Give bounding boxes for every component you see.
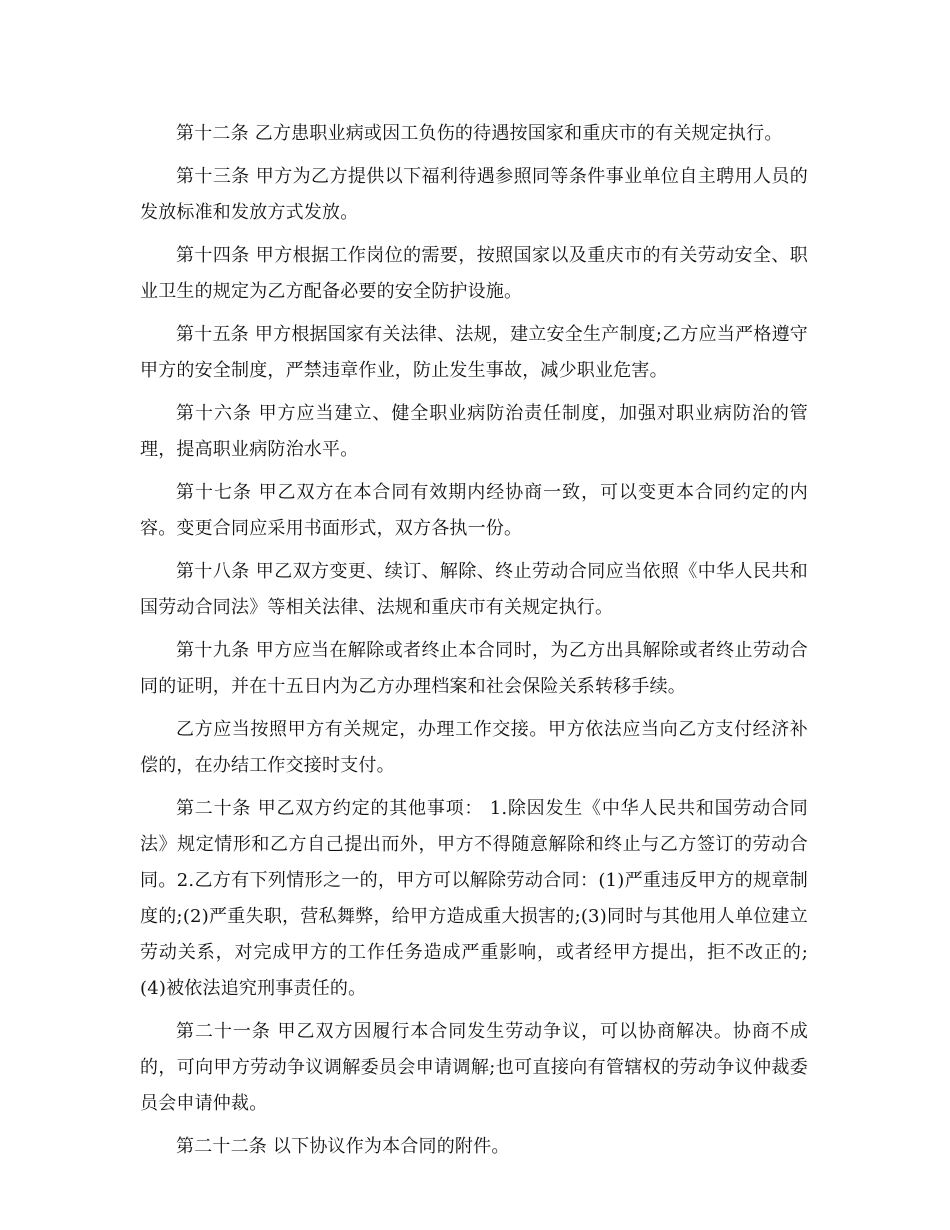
- article-20-paragraph: 第二十条 甲乙双方约定的其他事项： 1.除因发生《中华人民共和国劳动合同法》规定情形和乙方自己提出而外，甲方不得随意解除和终止与乙方签订的劳动合同。2.乙方有下列情形之一的，甲方可以解除劳动合同：(1)严重违反甲方的规章制度的;(2)严重失职，营私舞弊，给甲方造成重大损害的;(3)同时与其他用人单位建立劳动关系，对完成甲方的工作任务造成严重影响，或者经甲方提出，拒不改正的;(4)被依法追究刑事责任的。: [140, 798, 808, 999]
- article-21-paragraph: 第二十一条 甲乙双方因履行本合同发生劳动争议，可以协商解决。协商不成的，可向甲方劳动争议调解委员会申请调解;也可直接向有管辖权的劳动争议仲裁委员会申请仲裁。: [140, 1021, 808, 1114]
- article-13-paragraph: 第十三条 甲方为乙方提供以下福利待遇参照同等条件事业单位自主聘用人员的发放标准和发放方式发放。: [140, 166, 808, 223]
- article-15-paragraph: 第十五条 甲方根据国家有关法律、法规，建立安全生产制度;乙方应当严格遵守甲方的安全制度，严禁违章作业，防止发生事故，减少职业危害。: [140, 324, 808, 381]
- article-14-paragraph: 第十四条 甲方根据工作岗位的需要，按照国家以及重庆市的有关劳动安全、职业卫生的规定为乙方配备必要的安全防护设施。: [140, 245, 808, 302]
- article-12-paragraph: 第十二条 乙方患职业病或因工负伤的待遇按国家和重庆市的有关规定执行。: [176, 123, 783, 144]
- article-17-paragraph: 第十七条 甲乙双方在本合同有效期内经协商一致，可以变更本合同约定的内容。变更合同应采用书面形式，双方各执一份。: [140, 482, 808, 539]
- article-16-paragraph: 第十六条 甲方应当建立、健全职业病防治责任制度，加强对职业病防治的管理，提高职业病防治水平。: [140, 403, 808, 460]
- article-19-paragraph: 第十九条 甲方应当在解除或者终止本合同时，为乙方出具解除或者终止劳动合同的证明，并在十五日内为乙方办理档案和社会保险关系转移手续。: [140, 640, 808, 697]
- article-18-paragraph: 第十八条 甲乙双方变更、续订、解除、终止劳动合同应当依照《中华人民共和国劳动合同法》等相关法律、法规和重庆市有关规定执行。: [140, 561, 808, 618]
- article-19-continuation-paragraph: 乙方应当按照甲方有关规定，办理工作交接。甲方依法应当向乙方支付经济补偿的，在办结工作交接时支付。: [140, 719, 808, 776]
- document-page: [140, 116, 808, 1172]
- article-22-paragraph: 第二十二条 以下协议作为本合同的附件。: [176, 1136, 510, 1157]
